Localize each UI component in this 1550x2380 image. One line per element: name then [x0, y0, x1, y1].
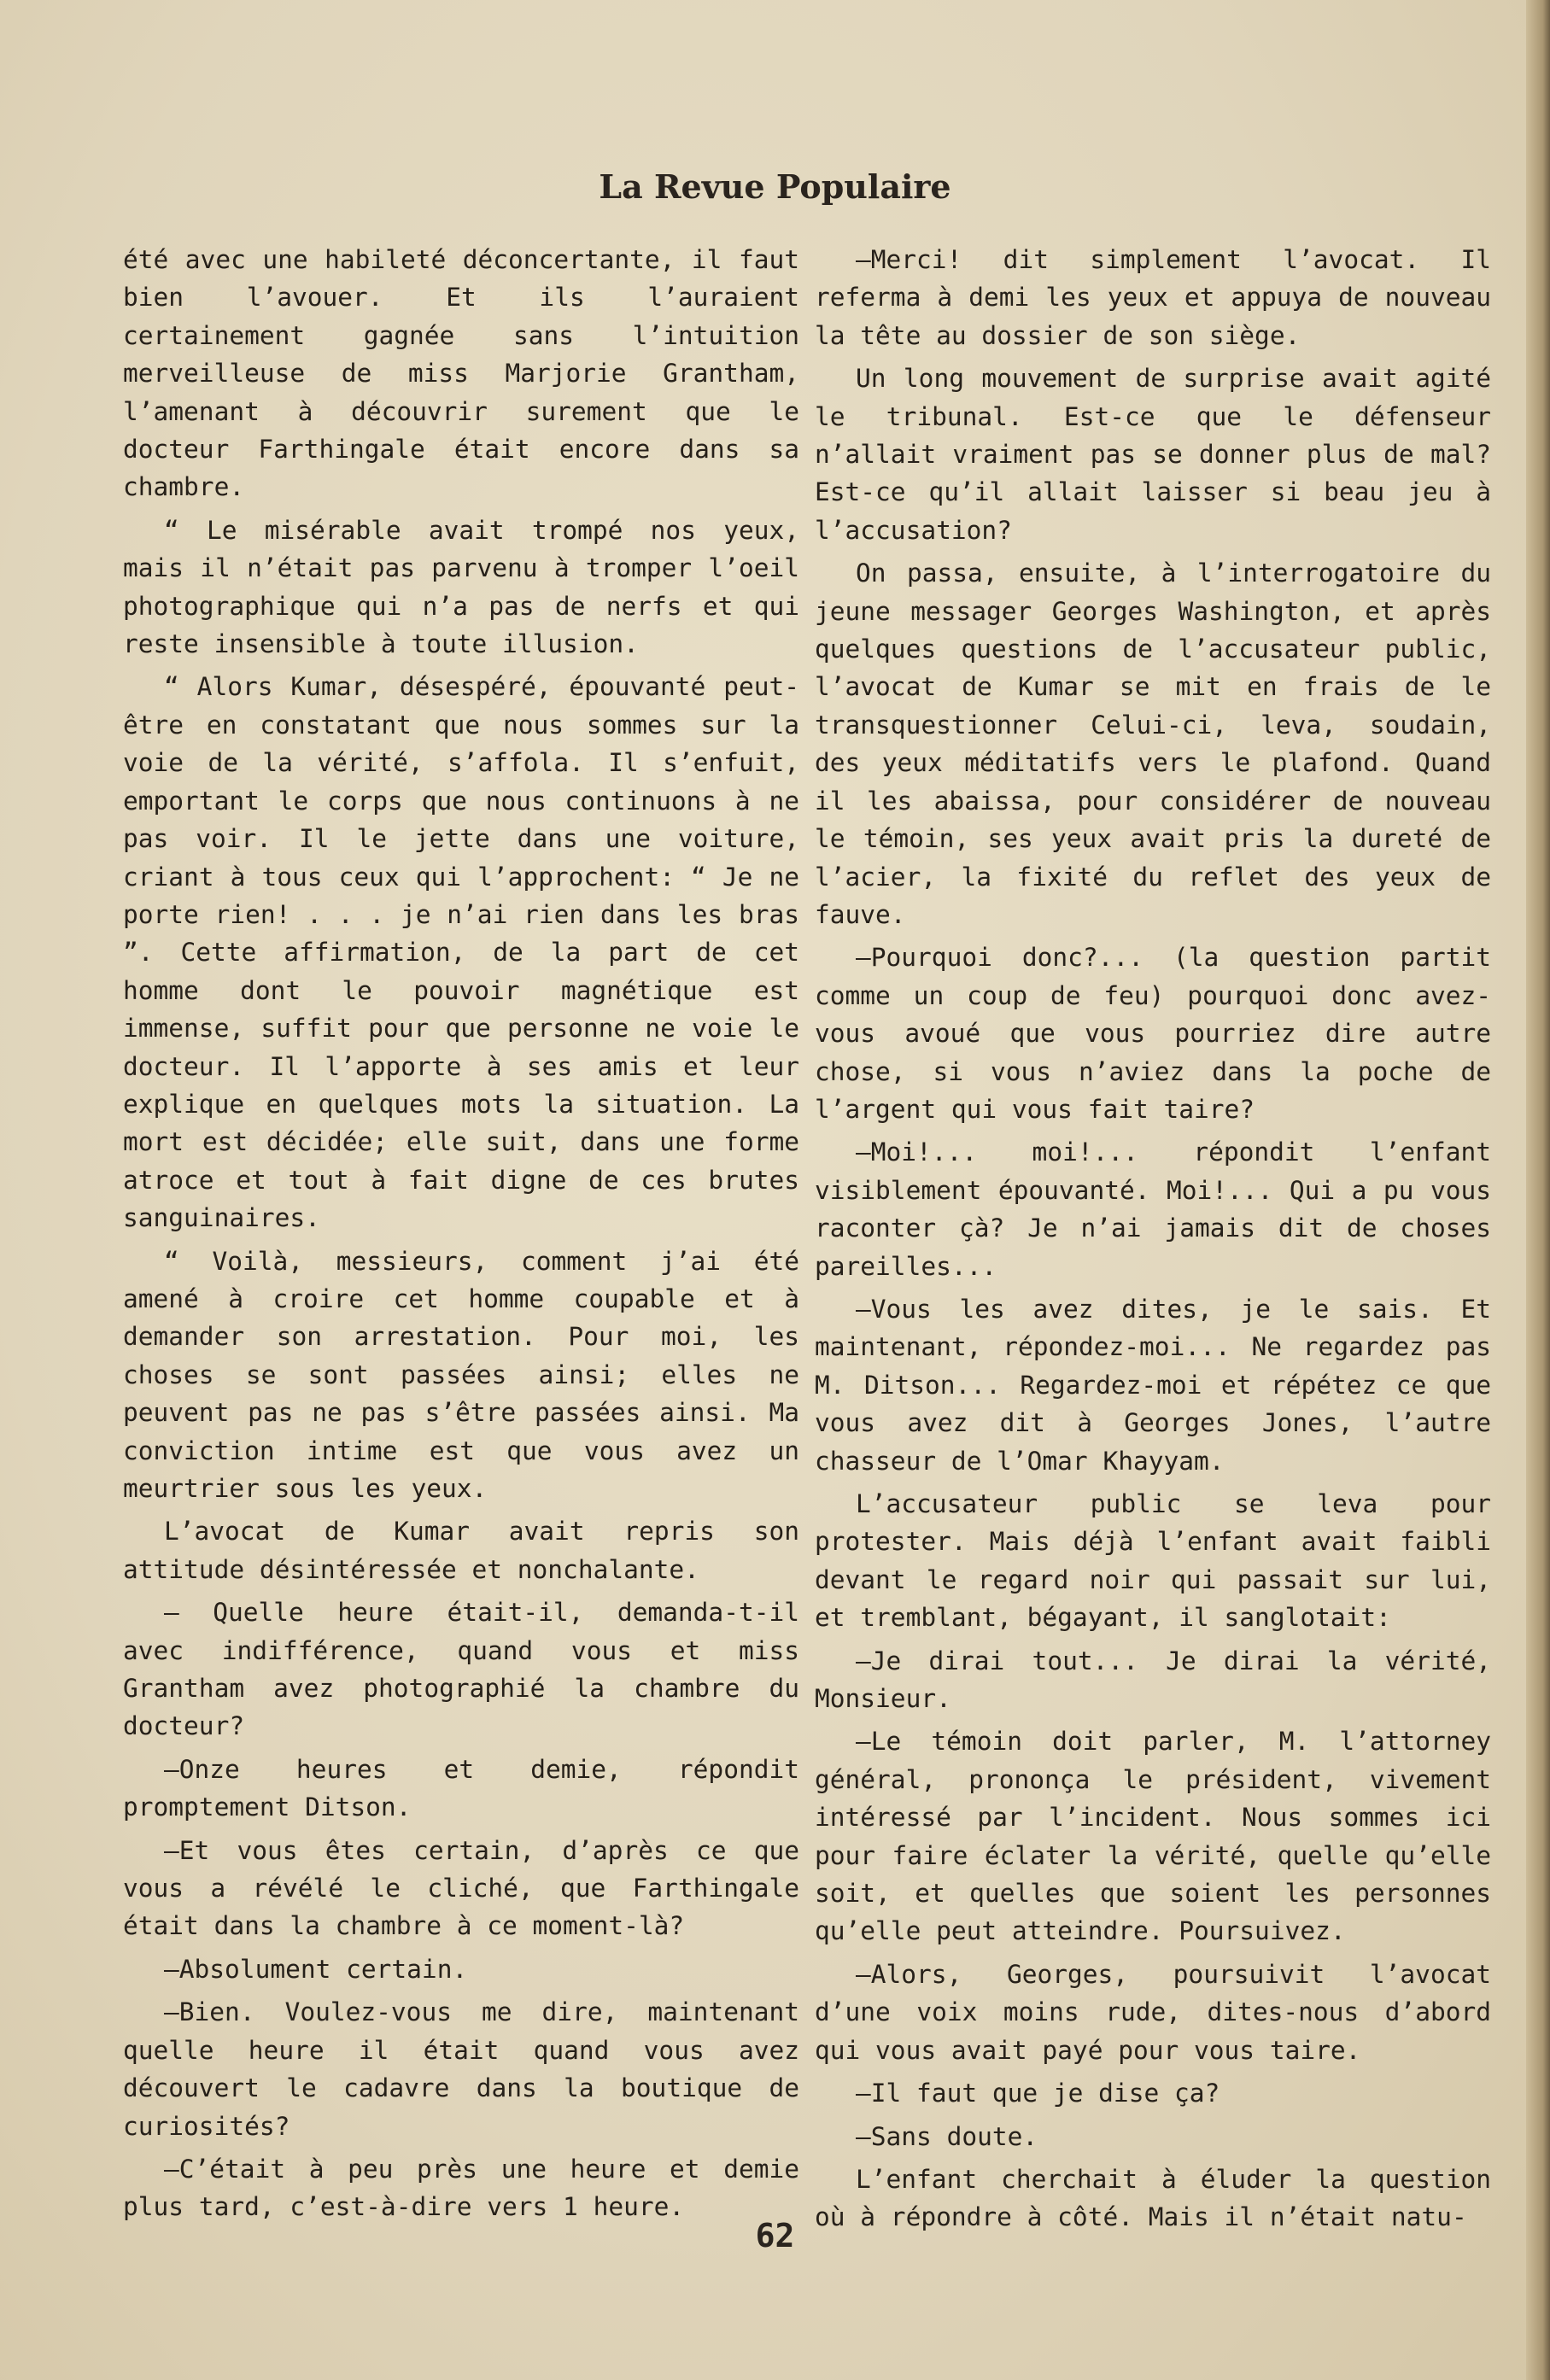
paragraph: —Je dirai tout... Je dirai la vérité, Monsieur. — [815, 1646, 1491, 1714]
running-header: La Revue Populaire — [599, 167, 951, 206]
paragraph: —Bien. Voulez-vous me dire, maintenant quelle heure il était quand vous avez découvert le cadavre dans la boutique de curiosités? — [123, 1997, 799, 2141]
paragraph: —Pourquoi donc?... (la question partit comme un coup de feu) pourquoi donc avez-vous avoué que vous pourriez dire autre chose, si vous n’aviez dans la poche de l’argent qui vous fait taire? — [815, 943, 1491, 1124]
paragraph: —Merci! dit simplement l’avocat. Il referma à demi les yeux et appuya de nouveau la tête au dossier de son siège. — [815, 245, 1491, 350]
paragraph: On passa, ensuite, à l’interrogatoire du jeune messager Georges Washington, et après quelques questions de l’accusateur public, l’avocat de Kumar se mit en frais de le transquestionner Celui-ci, leva, soudain, des yeux méditatifs vers le plafond. Quand il les abaissa, pour considérer de nouveau le témoin, ses yeux avait pris la dureté de l’acier, la fixité du reflet des yeux de fauve. — [815, 558, 1491, 929]
paragraph: L’enfant cherchait à éluder la question où à répondre à côté. Mais il n’était natu- — [815, 2164, 1491, 2232]
paragraph: —Absolument certain. — [164, 1954, 468, 1984]
paragraph: —Vous les avez dites, je le sais. Et maintenant, répondez-moi... Ne regardez pas M. Ditson... Regardez-moi et répétez ce que vous avez dit à Georges Jones, l’autre chasseur de l’Omar Khayyam. — [815, 1294, 1491, 1476]
paragraph: —Sans doute. — [856, 2121, 1038, 2151]
paragraph: —Onze heures et demie, répondit promptement Ditson. — [123, 1754, 799, 1822]
paragraph: “ Voilà, messieurs, comment j’ai été amené à croire cet homme coupable et à demander son arrestation. Pour moi, les choses se sont passées ainsi; elles ne peuvent pas ne pas s’être passées ainsi. Ma conviction intime est que vous avez un meurtrier sous les yeux. — [123, 1246, 799, 1503]
paragraph: —Et vous êtes certain, d’après ce que vous a révélé le cliché, que Farthingale était dans la chambre à ce moment-là? — [123, 1835, 799, 1941]
paragraph: —Moi!... moi!... répondit l’enfant visiblement épouvanté. Moi!... Qui a pu vous raconter çà? Je n’ai jamais dit de choses pareilles... — [815, 1137, 1491, 1281]
paragraph: —Alors, Georges, poursuivit l’avocat d’une voix moins rude, dites-nous d’abord qui vous avait payé pour vous taire. — [815, 1959, 1491, 2065]
right-column — [815, 241, 1491, 2242]
paragraph: L’accusateur public se leva pour protester. Mais déjà l’enfant avait faibli devant le regard noir qui passait sur lui, et tremblant, bégayant, il sanglotait: — [815, 1489, 1491, 1633]
page-number: 62 — [755, 2217, 795, 2254]
paragraph: été avec une habileté déconcertante, il faut bien l’avouer. Et ils l’auraient certainement gagnée sans l’intuition merveilleuse de miss Marjorie Grantham, l’amenant à découvrir surement que le docteur Farthingale était encore dans sa chambre. — [123, 245, 799, 502]
paragraph: L’avocat de Kumar avait repris son attitude désintéressée et nonchalante. — [123, 1517, 799, 1584]
paragraph: Un long mouvement de surprise avait agité le tribunal. Est-ce que le défenseur n’allait vraiment pas se donner plus de mal? Est-ce qu’il allait laisser si beau jeu à l’accusation? — [815, 364, 1491, 545]
paragraph: “ Le misérable avait trompé nos yeux, mais il n’était pas parvenu à tromper l’oeil photographique qui n’a pas de nerfs et qui reste insensible à toute illusion. — [123, 515, 799, 659]
paragraph: —Le témoin doit parler, M. l’attorney général, prononça le président, vivement intéressé par l’incident. Nous sommes ici pour faire éclater la vérité, quelle qu’elle soit, et quelles que soient les personnes qu’elle peut atteindre. Poursuivez. — [815, 1727, 1491, 1946]
paragraph: —C’était à peu près une heure et demie plus tard, c’est-à-dire vers 1 heure. — [123, 2154, 799, 2222]
paragraph: —Il faut que je dise ça? — [856, 2079, 1220, 2108]
paragraph: — Quelle heure était-il, demanda-t-il avec indifférence, quand vous et miss Grantham avez photographié la chambre du docteur? — [123, 1598, 799, 1741]
page-binding-edge — [1526, 0, 1550, 2380]
left-column — [123, 241, 799, 2231]
paragraph: “ Alors Kumar, désespéré, épouvanté peut-être en constatant que nous sommes sur la voie de la vérité, s’affola. Il s’enfuit, emportant le corps que nous continuons à ne pas voir. Il le jette dans une voiture, criant à tous ceux qui l’approchent: “ Je ne porte rien! . . . je n’ai rien dans les bras ”. Cette affirmation, de la part de cet homme dont le pouvoir magnétique est immense, suffit pour que personne ne voie le docteur. Il l’apporte à ses amis et leur explique en quelques mots la situation. La mort est décidée; elle suit, dans une forme atroce et tout à fait digne de ces brutes sanguinaires. — [123, 672, 799, 1233]
